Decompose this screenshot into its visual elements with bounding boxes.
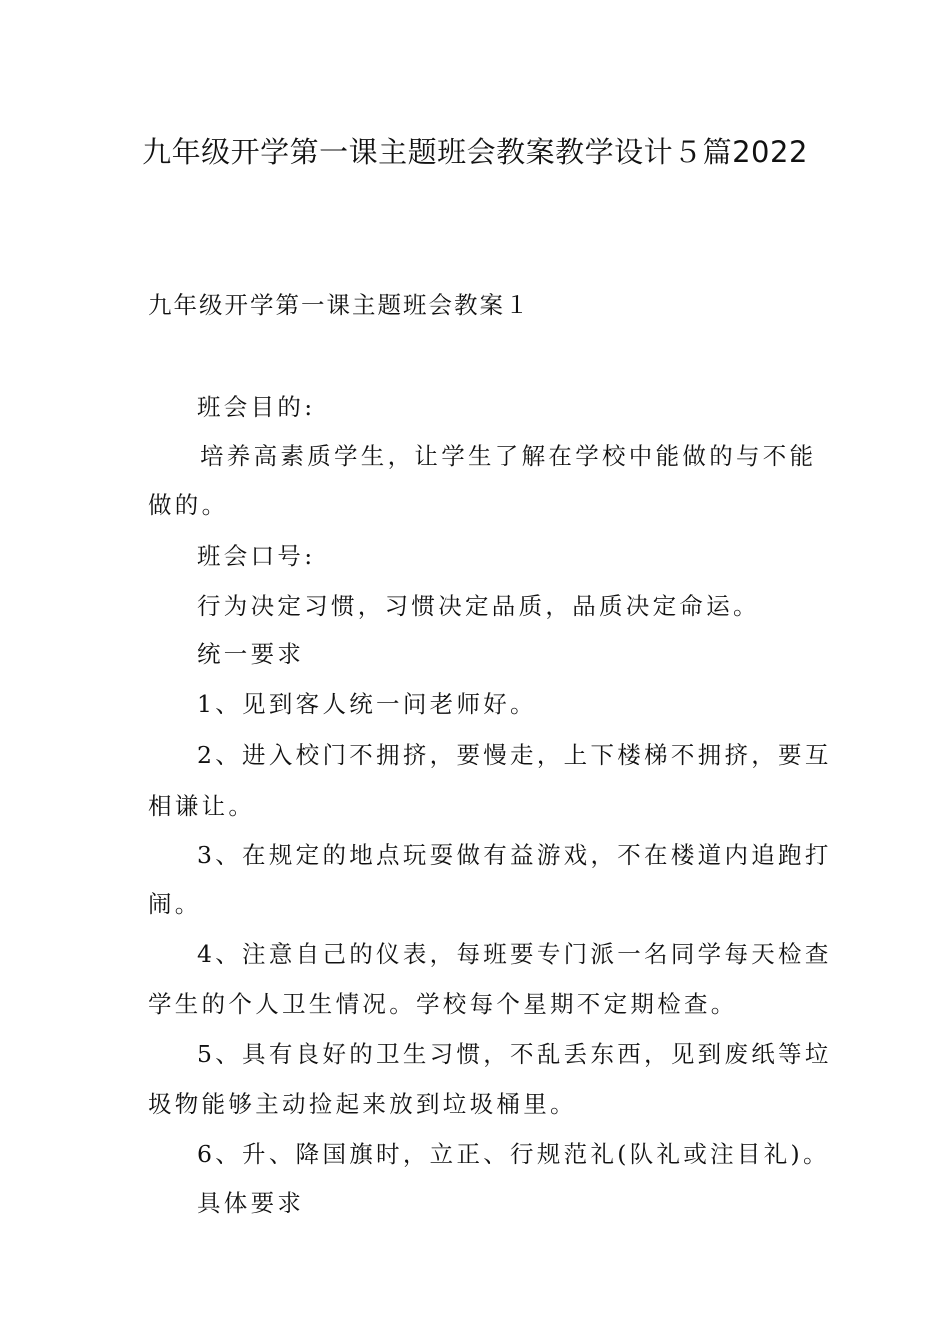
paragraph-label-purpose: 班会目的: bbox=[197, 393, 316, 421]
list-item: 5、具有良好的卫生习惯，不乱丢东西，见到废纸等垃 bbox=[197, 1040, 832, 1068]
paragraph-label-specific: 具体要求 bbox=[197, 1189, 305, 1217]
section-heading: 九年级开学第一课主题班会教案１ bbox=[148, 291, 531, 319]
list-item-continued: 闹。 bbox=[148, 890, 202, 918]
paragraph-label-slogan: 班会口号: bbox=[197, 542, 316, 570]
paragraph-line: 行为决定习惯，习惯决定品质，品质决定命运。 bbox=[197, 592, 760, 620]
list-item: 3、在规定的地点玩耍做有益游戏，不在楼道内追跑打 bbox=[197, 841, 832, 869]
list-item: 6、升、降国旗时，立正、行规范礼(队礼或注目礼)。 bbox=[197, 1140, 830, 1168]
paragraph-line: 做的。 bbox=[148, 491, 229, 519]
paragraph-label-unified: 统一要求 bbox=[197, 640, 305, 668]
list-item-continued: 圾物能够主动捡起来放到垃圾桶里。 bbox=[148, 1090, 577, 1118]
list-item: 2、进入校门不拥挤，要慢走，上下楼梯不拥挤，要互 bbox=[197, 741, 832, 769]
list-item-continued: 学生的个人卫生情况。学校每个星期不定期检查。 bbox=[148, 990, 738, 1018]
list-item-continued: 相谦让。 bbox=[148, 792, 256, 820]
paragraph-line: 培养高素质学生，让学生了解在学校中能做的与不能 bbox=[200, 442, 817, 470]
list-item: 4、注意自己的仪表，每班要专门派一名同学每天检查 bbox=[197, 940, 832, 968]
document-title: 九年级开学第一课主题班会教案教学设计５篇2022 bbox=[142, 135, 808, 169]
list-item: 1、见到客人统一问老师好。 bbox=[197, 690, 537, 718]
